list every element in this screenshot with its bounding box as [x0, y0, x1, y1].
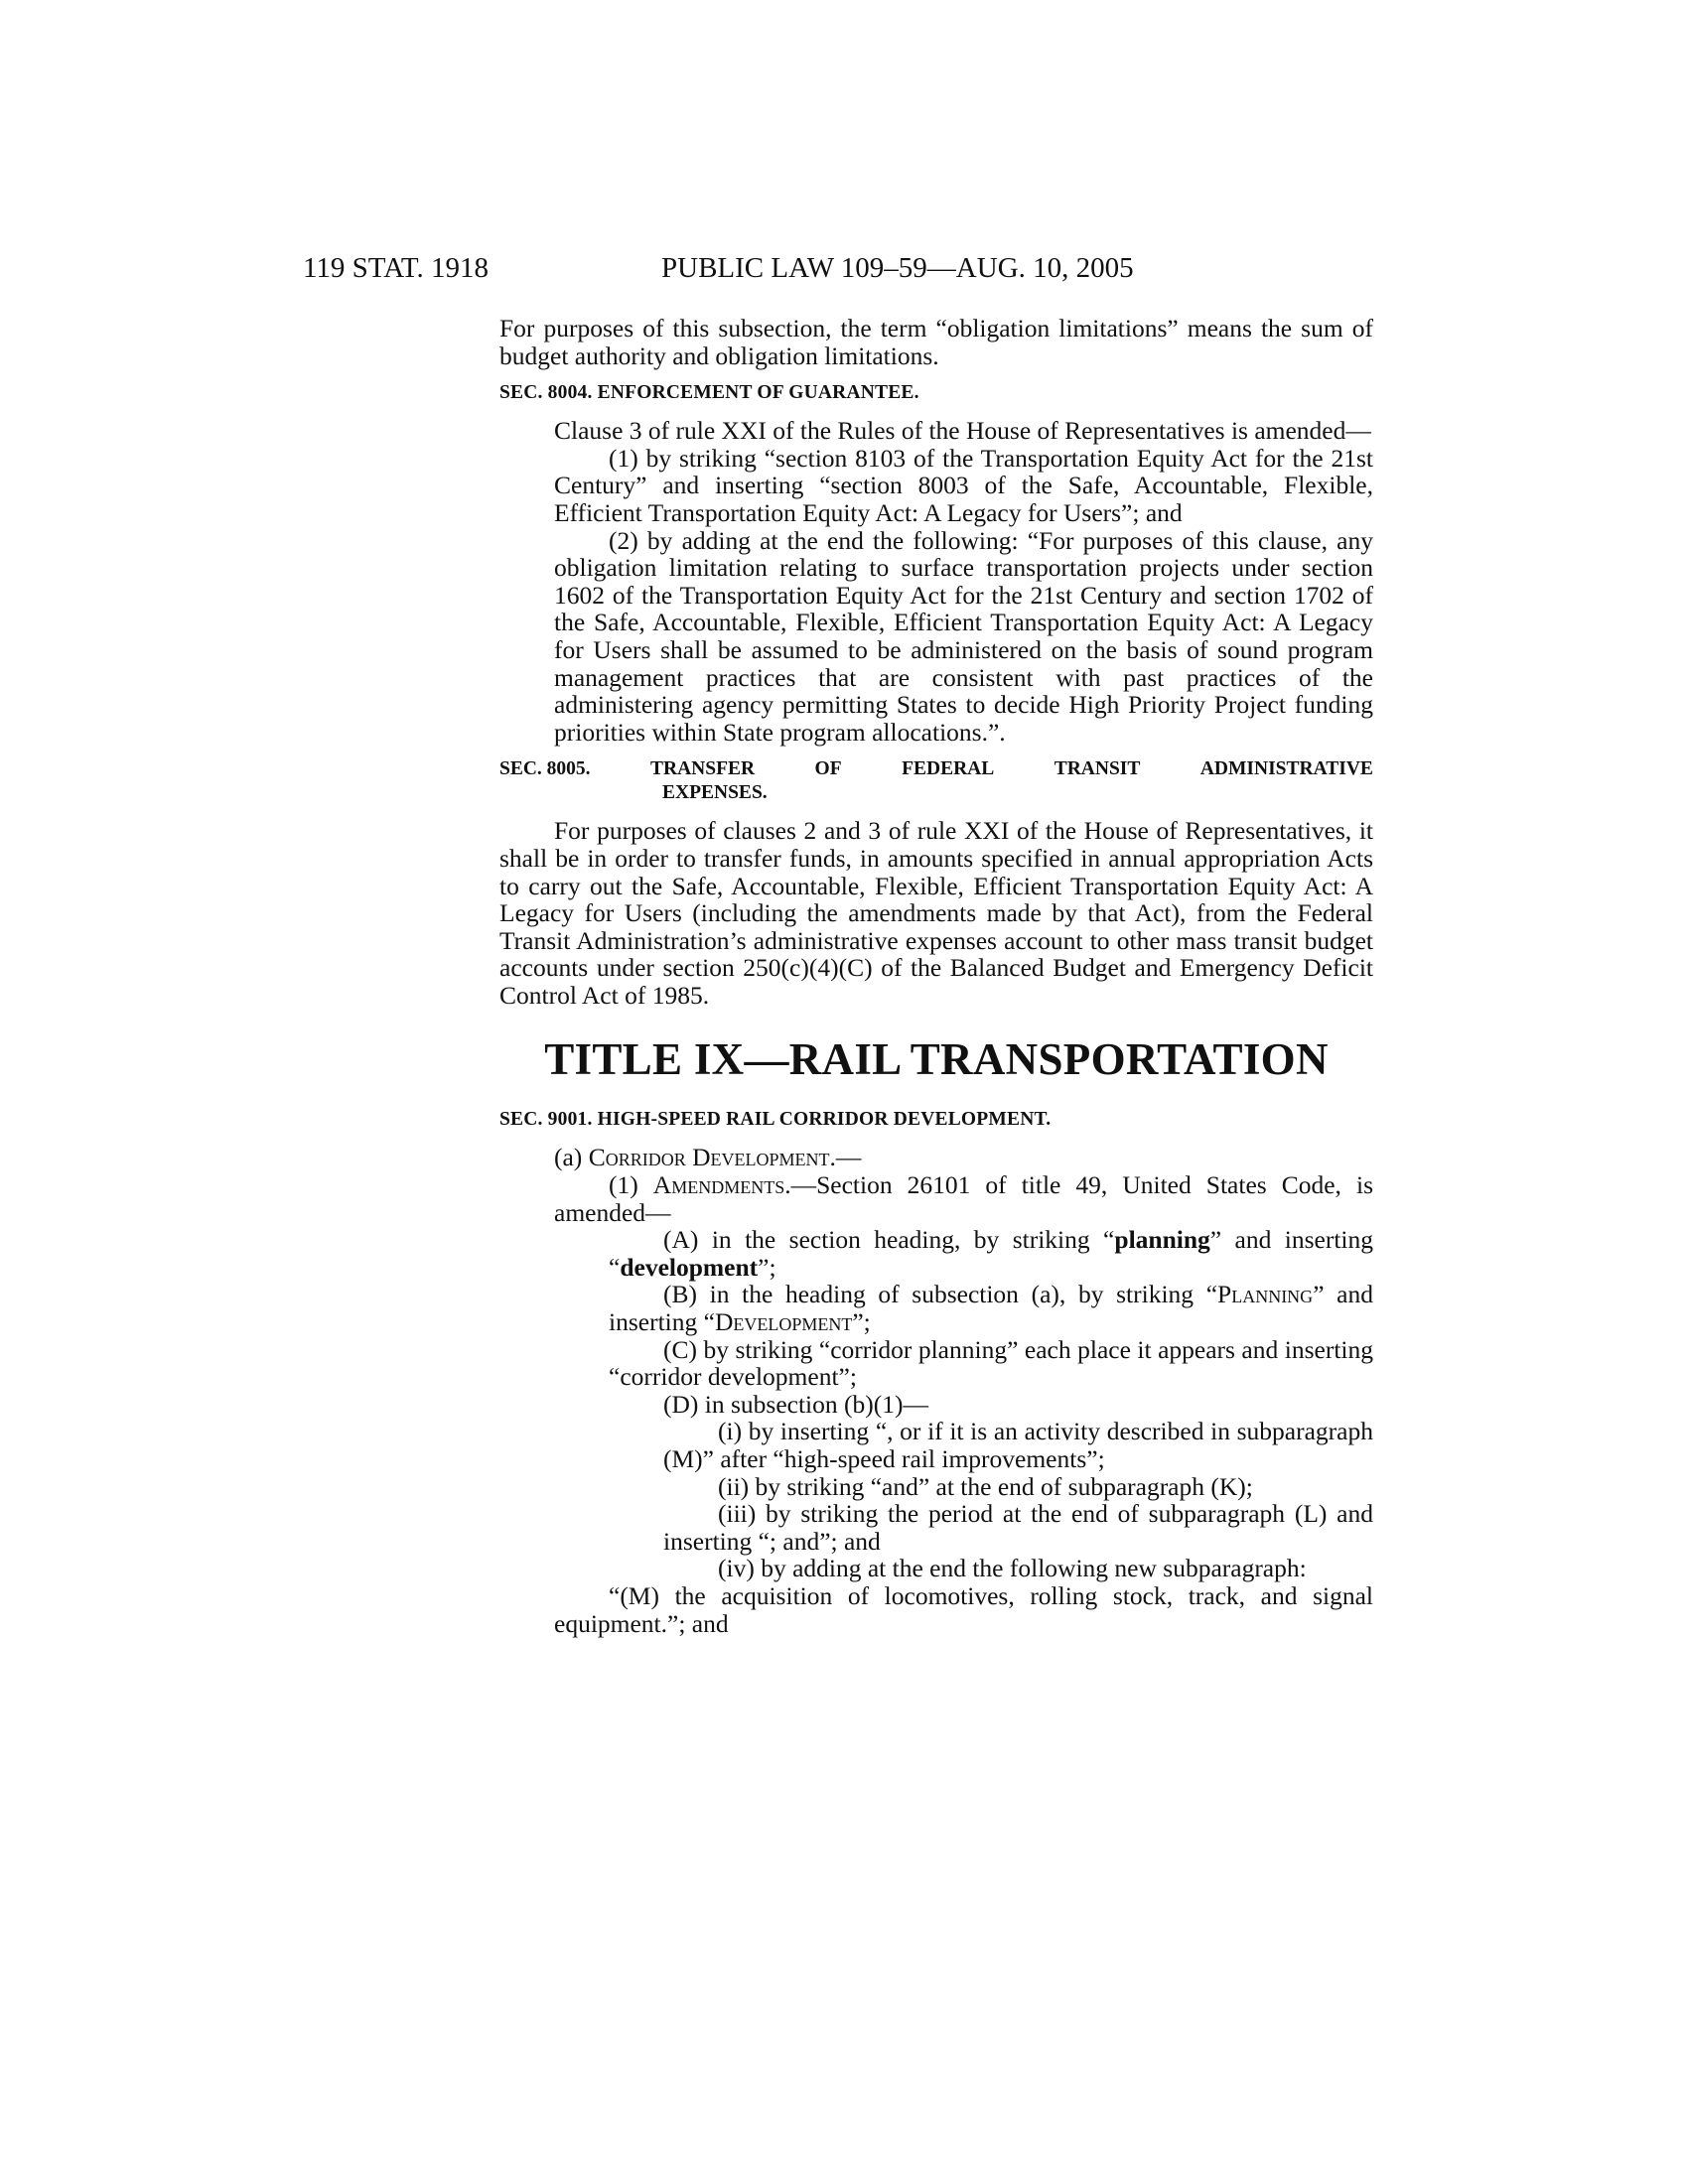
subparagraph-B: (B) in the heading of subsection (a), by striking “Planning” and inserting “Development”; — [609, 1280, 1373, 1337]
section-heading-8005 — [499, 757, 1373, 805]
document-body — [499, 315, 1373, 1637]
paragraph-obligation-limitations: For purposes of this subsection, the term “obligation limitations” means the sum of budget authority and obligation limitations. — [499, 314, 1373, 370]
subparagraph-D: (D) in subsection (b)(1)— — [663, 1389, 928, 1419]
statute-page-number: 119 STAT. 1918 — [303, 252, 489, 284]
subparagraph-A: (A) in the section heading, by striking “planning” and inserting “development”; — [609, 1225, 1374, 1282]
section-heading-9001: SEC. 9001. HIGH-SPEED RAIL CORRIDOR DEVELOPMENT. — [499, 1109, 1052, 1131]
heading-continuation: EXPENSES. — [662, 782, 768, 804]
heading-word: FEDERAL — [902, 758, 995, 780]
heading-word: TRANSFER — [650, 758, 756, 780]
running-header — [303, 248, 1375, 288]
public-law-citation: PUBLIC LAW 109–59—AUG. 10, 2005 — [661, 252, 1134, 284]
subsection-a: (a) Corridor Development.— — [554, 1143, 862, 1172]
clause-iv: (iv) by adding at the end the following new subparagraph: — [718, 1554, 1307, 1583]
section-heading-8004: SEC. 8004. ENFORCEMENT OF GUARANTEE. — [499, 382, 919, 404]
subparagraph-C: (C) by striking “corridor planning” each place it appears and inserting “corridor development”; — [609, 1334, 1373, 1392]
heading-word: OF — [814, 758, 842, 780]
paragraph-item-2: (2) by adding at the end the following: “For purposes of this clause, any obligation limitation relating to surface transportation projects under section 1602 of the Transportation Equity Act for the 21st Century and section 1702 of the Safe, Accountable, Flexible, Efficient Transportation Equity Act: A Legacy for Users shall be assumed to be administered on the basis of sound program management practices that are consistent with past practices of the administering agency permitting States to decide High Priority Project funding priorities within State program allocations.”. — [554, 525, 1373, 747]
section-number: SEC. 8005. — [499, 758, 591, 780]
clause-i: (i) by inserting “, or if it is an activity described in subparagraph (M)” after “high-speed rail improvements”; — [663, 1417, 1373, 1473]
title-heading: TITLE IX—RAIL TRANSPORTATION — [544, 1034, 1329, 1085]
paragraph-a1-term: Amendments — [652, 1170, 785, 1200]
paragraph-a1: (1) Amendments.—Section 26101 of title 49, United States Code, is amended— — [554, 1170, 1373, 1227]
subsection-a-term: Corridor Development — [588, 1143, 830, 1172]
clause-iii: (iii) by striking the period at the end of subparagraph (L) and inserting “; and”; and — [663, 1499, 1373, 1556]
clause-ii: (ii) by striking “and” at the end of subparagraph (K); — [718, 1471, 1253, 1501]
quoted-subparagraph-M: “(M) the acquisition of locomotives, rolling stock, track, and signal equipment.”; and — [554, 1580, 1373, 1638]
heading-word: ADMINISTRATIVE — [1199, 758, 1373, 780]
paragraph-clause-3: Clause 3 of rule XXI of the Rules of the House of Representatives is amended— — [554, 416, 1371, 446]
paragraph-item-1: (1) by striking “section 8103 of the Transportation Equity Act for the 21st Century” and inserting “section 8003 of the Safe, Accountable, Flexible, Efficient Transportation Equity Act: A Legacy for Users”; and — [554, 443, 1373, 527]
heading-word: TRANSIT — [1054, 758, 1141, 780]
paragraph-transfer-funds: For purposes of clauses 2 and 3 of rule XXI of the House of Representatives, it shall be in order to transfer funds, in amounts specified in annual appropriation Acts to carry out the Safe, Accountable, Flexible, Efficient Transportation Equity Act: A Legacy for Users (including the amendments made by that Act), from the Federal Transit Administration’s administrative expenses account to other mass transit budget accounts under section 250(c)(4)(C) of the Balanced Budget and Emergency Deficit Control Act of 1985. — [499, 816, 1373, 1010]
